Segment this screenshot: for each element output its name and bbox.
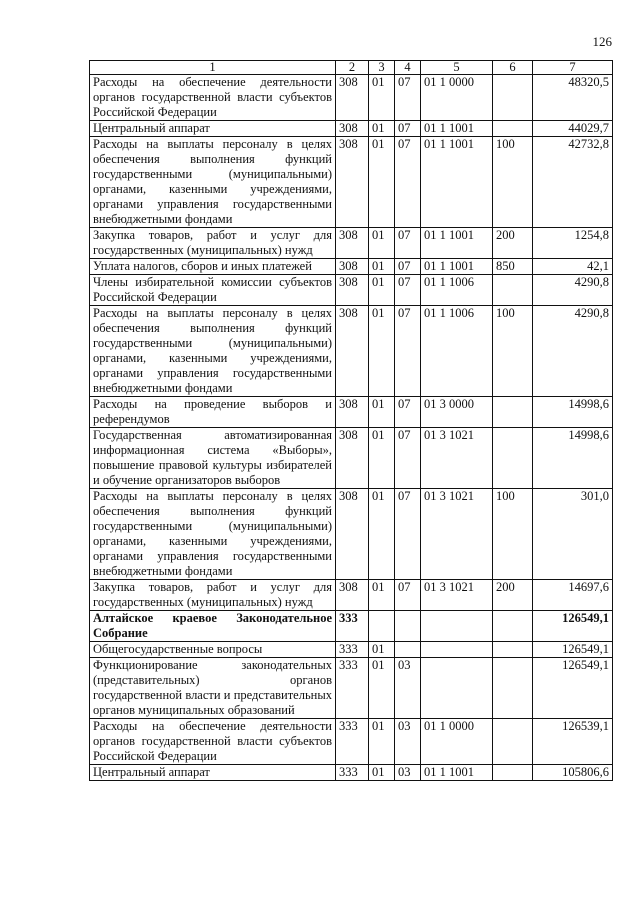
- row-subsection-code: 07: [395, 259, 421, 275]
- row-expense-type-code: 100: [493, 306, 533, 397]
- row-admin-code: 333: [336, 642, 369, 658]
- table-row: [90, 611, 613, 642]
- row-section-code: 01: [369, 259, 395, 275]
- row-subsection-code: 07: [395, 306, 421, 397]
- budget-table: [89, 60, 613, 781]
- row-subsection-code: 07: [395, 275, 421, 306]
- table-row: [90, 489, 613, 580]
- row-subsection-code: 07: [395, 228, 421, 259]
- row-name: Расходы на обеспечение деятельности органов государственной власти субъектов Российской Федерации: [90, 75, 336, 121]
- row-section-code: 01: [369, 121, 395, 137]
- header-row: [90, 61, 613, 75]
- row-admin-code: 308: [336, 489, 369, 580]
- row-amount: 42,1: [533, 259, 613, 275]
- row-section-code: 01: [369, 765, 395, 781]
- table-row: [90, 428, 613, 489]
- row-amount: 14998,6: [533, 397, 613, 428]
- row-amount: 14697,6: [533, 580, 613, 611]
- row-amount: 42732,8: [533, 137, 613, 228]
- row-admin-code: 308: [336, 428, 369, 489]
- row-admin-code: 333: [336, 611, 369, 642]
- row-name: Расходы на выплаты персоналу в целях обеспечения выполнения функций государственными (муниципальными) органами, казенными учреждениями, органами управления государственными внебюджетными фондами: [90, 489, 336, 580]
- row-target-code: [421, 611, 493, 642]
- row-subsection-code: 07: [395, 397, 421, 428]
- row-expense-type-code: [493, 658, 533, 719]
- row-subsection-code: 07: [395, 580, 421, 611]
- row-section-code: 01: [369, 719, 395, 765]
- header-col-2: 2: [336, 61, 369, 75]
- row-expense-type-code: [493, 611, 533, 642]
- row-amount: 105806,6: [533, 765, 613, 781]
- row-subsection-code: 03: [395, 658, 421, 719]
- row-target-code: 01 1 1001: [421, 121, 493, 137]
- header-col-7: 7: [533, 61, 613, 75]
- table-row: [90, 719, 613, 765]
- table-row: [90, 259, 613, 275]
- table-row: [90, 765, 613, 781]
- row-amount: 14998,6: [533, 428, 613, 489]
- row-expense-type-code: [493, 121, 533, 137]
- row-name: Расходы на проведение выборов и референдумов: [90, 397, 336, 428]
- row-expense-type-code: [493, 397, 533, 428]
- table-row: [90, 275, 613, 306]
- row-expense-type-code: [493, 428, 533, 489]
- row-section-code: 01: [369, 428, 395, 489]
- row-expense-type-code: [493, 765, 533, 781]
- table-row: [90, 580, 613, 611]
- row-expense-type-code: 100: [493, 137, 533, 228]
- row-target-code: 01 1 1001: [421, 259, 493, 275]
- row-admin-code: 308: [336, 397, 369, 428]
- row-target-code: 01 1 0000: [421, 719, 493, 765]
- row-section-code: 01: [369, 228, 395, 259]
- row-name: Расходы на обеспечение деятельности органов государственной власти субъектов Российской Федерации: [90, 719, 336, 765]
- row-target-code: 01 3 1021: [421, 580, 493, 611]
- row-section-code: 01: [369, 658, 395, 719]
- row-target-code: 01 1 1001: [421, 228, 493, 259]
- row-subsection-code: 07: [395, 75, 421, 121]
- row-section-code: 01: [369, 137, 395, 228]
- table-row: [90, 121, 613, 137]
- row-target-code: 01 3 1021: [421, 489, 493, 580]
- table-row: [90, 306, 613, 397]
- row-section-code: 01: [369, 75, 395, 121]
- table-row: [90, 137, 613, 228]
- row-admin-code: 308: [336, 228, 369, 259]
- row-subsection-code: 07: [395, 137, 421, 228]
- row-admin-code: 333: [336, 765, 369, 781]
- row-name: Функционирование законодательных (представительных) органов государственной власти и представительных органов муниципальных образований: [90, 658, 336, 719]
- row-section-code: 01: [369, 489, 395, 580]
- row-amount: 48320,5: [533, 75, 613, 121]
- row-admin-code: 308: [336, 306, 369, 397]
- row-admin-code: 308: [336, 137, 369, 228]
- table-row: [90, 75, 613, 121]
- row-name: Уплата налогов, сборов и иных платежей: [90, 259, 336, 275]
- row-section-code: 01: [369, 275, 395, 306]
- row-admin-code: 308: [336, 580, 369, 611]
- row-name: Расходы на выплаты персоналу в целях обеспечения выполнения функций государственными (муниципальными) органами, казенными учреждениями, органами управления государственными внебюджетными фондами: [90, 137, 336, 228]
- row-target-code: 01 1 1001: [421, 765, 493, 781]
- row-name: Расходы на выплаты персоналу в целях обеспечения выполнения функций государственными (муниципальными) органами, казенными учреждениями, органами управления государственными внебюджетными фондами: [90, 306, 336, 397]
- row-target-code: 01 1 1006: [421, 275, 493, 306]
- row-section-code: 01: [369, 580, 395, 611]
- row-section-code: 01: [369, 306, 395, 397]
- row-name: Государственная автоматизированная информационная система «Выборы», повышение правовой культуры избирателей и обучение организаторов выборов: [90, 428, 336, 489]
- row-name: Закупка товаров, работ и услуг для государственных (муниципальных) нужд: [90, 580, 336, 611]
- row-subsection-code: 07: [395, 121, 421, 137]
- row-admin-code: 333: [336, 719, 369, 765]
- row-amount: 44029,7: [533, 121, 613, 137]
- header-col-4: 4: [395, 61, 421, 75]
- row-name: Закупка товаров, работ и услуг для государственных (муниципальных) нужд: [90, 228, 336, 259]
- row-target-code: 01 1 0000: [421, 75, 493, 121]
- row-admin-code: 308: [336, 121, 369, 137]
- row-name: Общегосударственные вопросы: [90, 642, 336, 658]
- row-name: Алтайское краевое Законодательное Собрание: [90, 611, 336, 642]
- row-amount: 301,0: [533, 489, 613, 580]
- row-name: Центральный аппарат: [90, 121, 336, 137]
- table-row: [90, 642, 613, 658]
- row-section-code: [369, 611, 395, 642]
- table-row: [90, 397, 613, 428]
- row-amount: 126549,1: [533, 611, 613, 642]
- header-col-5: 5: [421, 61, 493, 75]
- header-col-3: 3: [369, 61, 395, 75]
- header-col-6: 6: [493, 61, 533, 75]
- row-admin-code: 308: [336, 75, 369, 121]
- row-section-code: 01: [369, 642, 395, 658]
- row-expense-type-code: [493, 75, 533, 121]
- table-row: [90, 658, 613, 719]
- row-expense-type-code: [493, 642, 533, 658]
- row-amount: 126549,1: [533, 658, 613, 719]
- row-target-code: [421, 642, 493, 658]
- row-subsection-code: 03: [395, 719, 421, 765]
- row-section-code: 01: [369, 397, 395, 428]
- row-subsection-code: 07: [395, 428, 421, 489]
- row-name: Центральный аппарат: [90, 765, 336, 781]
- row-expense-type-code: 100: [493, 489, 533, 580]
- budget-table-body: [90, 75, 613, 781]
- row-amount: 1254,8: [533, 228, 613, 259]
- table-row: [90, 228, 613, 259]
- page-number: 126: [592, 34, 612, 49]
- header-col-1: 1: [90, 61, 336, 75]
- row-expense-type-code: 850: [493, 259, 533, 275]
- row-target-code: 01 1 1006: [421, 306, 493, 397]
- row-expense-type-code: [493, 275, 533, 306]
- row-admin-code: 333: [336, 658, 369, 719]
- row-subsection-code: 07: [395, 489, 421, 580]
- row-target-code: [421, 658, 493, 719]
- row-expense-type-code: [493, 719, 533, 765]
- row-amount: 126539,1: [533, 719, 613, 765]
- row-target-code: 01 3 0000: [421, 397, 493, 428]
- row-expense-type-code: 200: [493, 228, 533, 259]
- row-subsection-code: 03: [395, 765, 421, 781]
- row-amount: 4290,8: [533, 275, 613, 306]
- row-amount: 4290,8: [533, 306, 613, 397]
- row-subsection-code: [395, 642, 421, 658]
- row-target-code: 01 1 1001: [421, 137, 493, 228]
- row-amount: 126549,1: [533, 642, 613, 658]
- row-target-code: 01 3 1021: [421, 428, 493, 489]
- row-admin-code: 308: [336, 275, 369, 306]
- row-expense-type-code: 200: [493, 580, 533, 611]
- row-name: Члены избирательной комиссии субъектов Российской Федерации: [90, 275, 336, 306]
- row-subsection-code: [395, 611, 421, 642]
- row-admin-code: 308: [336, 259, 369, 275]
